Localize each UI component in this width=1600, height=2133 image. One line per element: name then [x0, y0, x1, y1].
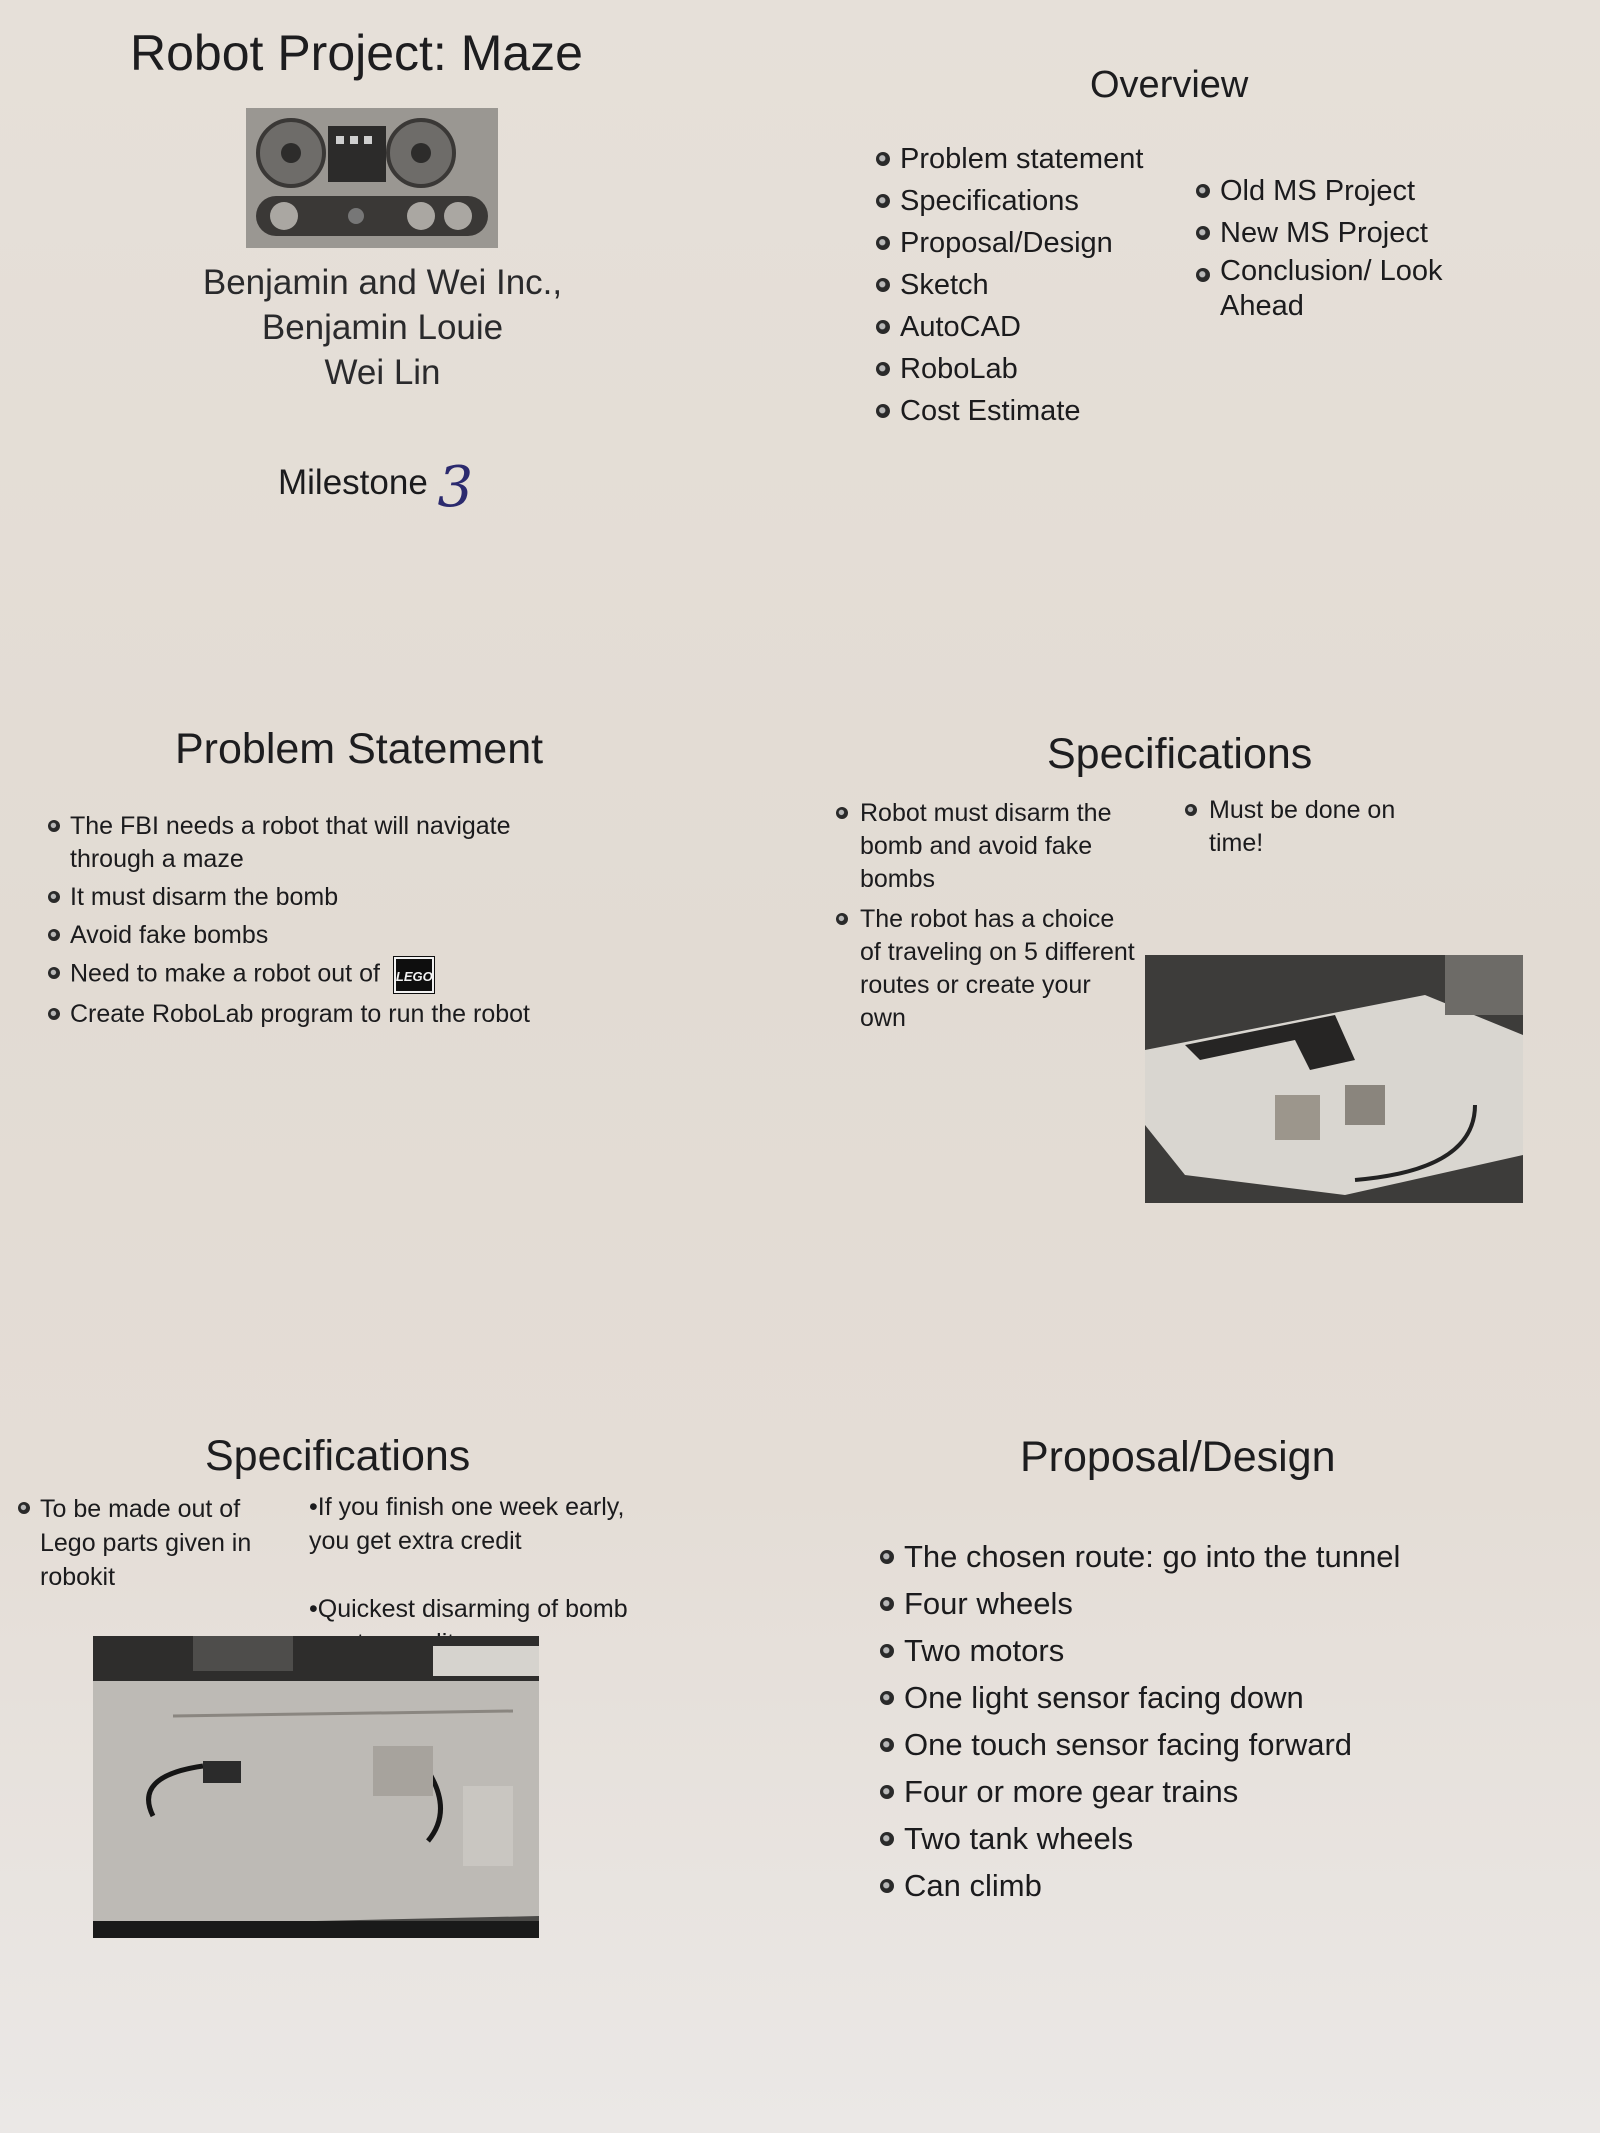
- list-item: Conclusion/ Look Ahead: [1196, 254, 1476, 324]
- list-item: It must disarm the bomb: [48, 881, 548, 914]
- list-item: The robot has a choice of traveling on 5 different routes or create your own: [836, 903, 1136, 1035]
- list-item: Two tank wheels: [880, 1815, 1440, 1862]
- list-item: Avoid fake bombs: [48, 919, 548, 952]
- list-item: The FBI needs a robot that will navigate through a maze: [48, 810, 548, 876]
- design-list: [880, 1533, 1440, 1909]
- list-item: Old MS Project: [1196, 170, 1476, 212]
- slide-title: Specifications: [205, 1432, 471, 1480]
- list-item: The chosen route: go into the tunnel: [880, 1533, 1440, 1580]
- note-item: •If you finish one week early, you get extra credit: [309, 1493, 625, 1555]
- list-item: Create RoboLab program to run the robot: [48, 998, 548, 1031]
- list-item: RoboLab: [876, 348, 1196, 390]
- slide-title: Overview: [1090, 64, 1249, 106]
- author-name: Wei Lin: [324, 353, 441, 392]
- list-item: Can climb: [880, 1862, 1440, 1909]
- list-item: One touch sensor facing forward: [880, 1721, 1440, 1768]
- list-item: Two motors: [880, 1627, 1440, 1674]
- extra-credit-notes: [309, 1490, 649, 1660]
- lego-logo-icon: LEGO: [394, 957, 434, 993]
- list-item: Four wheels: [880, 1580, 1440, 1627]
- list-item: Problem statement: [876, 138, 1196, 180]
- milestone: [278, 443, 474, 520]
- list-item: Specifications: [876, 180, 1196, 222]
- list-item: Must be done on time!: [1185, 794, 1445, 860]
- list-item: Four or more gear trains: [880, 1768, 1440, 1815]
- company-name: Benjamin and Wei Inc.,: [202, 263, 563, 302]
- robot-photo: [246, 108, 498, 248]
- list-item: [48, 957, 548, 993]
- list-item: Robot must disarm the bomb and avoid fake bombs: [836, 797, 1136, 896]
- project-title: Robot Project: Maze: [130, 25, 583, 81]
- slide-title: Problem Statement: [175, 725, 544, 773]
- author-name: Benjamin Louie: [261, 308, 504, 347]
- maze-board-photo: [1145, 955, 1523, 1203]
- list-item: Cost Estimate: [876, 390, 1196, 432]
- list-item: New MS Project: [1196, 212, 1476, 254]
- list-item: To be made out of Lego parts given in robokit: [18, 1492, 288, 1594]
- list-item: AutoCAD: [876, 306, 1196, 348]
- specifications-list-2: [1185, 794, 1445, 867]
- problem-list: [48, 810, 548, 1036]
- milestone-label: Milestone: [278, 463, 428, 502]
- maze-overview-photo: [93, 1636, 539, 1938]
- list-item: One light sensor facing down: [880, 1674, 1440, 1721]
- list-item: Proposal/Design: [876, 222, 1196, 264]
- author-block: [150, 260, 615, 395]
- list-item: Sketch: [876, 264, 1196, 306]
- milestone-number-handwritten: 3: [437, 455, 474, 520]
- slide-title: Proposal/Design: [1020, 1433, 1336, 1481]
- list-item-text: Need to make a robot out of: [70, 959, 380, 988]
- specifications-list: [836, 797, 1136, 1042]
- overview-list-2: [1196, 170, 1476, 324]
- overview-list: [876, 138, 1196, 432]
- specifications-list: [18, 1492, 288, 1594]
- slide-title: Specifications: [1047, 730, 1313, 778]
- note-item: •Quickest disarming of bomb: [309, 1595, 628, 1623]
